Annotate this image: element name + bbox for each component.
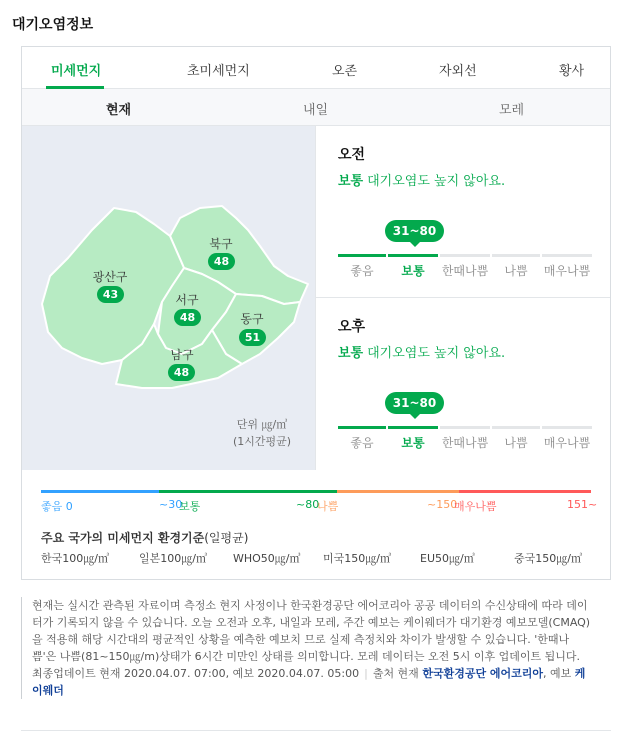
source-forecast-prefix: , 예보 xyxy=(543,667,572,680)
level-bar-bad xyxy=(492,426,540,429)
scale-label-bad: 나쁨 xyxy=(317,500,339,513)
level-bar-good xyxy=(338,254,386,257)
district-value-badge: 48 xyxy=(208,253,235,270)
level-label: 한때나쁨 xyxy=(441,264,489,278)
day-tabs xyxy=(22,89,610,126)
district-value-badge: 48 xyxy=(168,364,195,381)
standard-item: WHO50㎍/㎥ xyxy=(233,552,301,565)
grade-scale-bar xyxy=(41,490,591,493)
source-link-airkorea[interactable]: 한국환경공단 에어코리아 xyxy=(422,667,544,680)
forecast-grade xyxy=(338,170,505,189)
tab-day-after-tomorrow[interactable]: 모레 xyxy=(499,103,525,118)
level-bar-temp-bad xyxy=(440,426,490,429)
tab-fine-dust[interactable]: 미세먼지 xyxy=(51,64,102,79)
district-value-badge: 43 xyxy=(97,286,124,303)
grade-label: 보통 xyxy=(338,346,364,361)
forecast-morning xyxy=(315,126,610,298)
update-info xyxy=(32,665,591,699)
unit-text: 단위 ㎍/㎥ xyxy=(236,418,288,431)
level-bar-very-bad xyxy=(542,254,592,257)
standard-item: EU50㎍/㎥ xyxy=(420,552,475,565)
bottom-divider xyxy=(21,730,611,731)
air-quality-card xyxy=(21,46,611,580)
scale-label-151: 151~ xyxy=(567,498,598,511)
tab-ozone[interactable]: 오존 xyxy=(332,64,358,79)
district-name: 서구 xyxy=(175,293,199,307)
tab-yellow-dust[interactable]: 황사 xyxy=(559,64,585,79)
range-bubble: 31~80 xyxy=(385,220,444,242)
scale-label-good: 좋음 0 xyxy=(41,500,73,513)
level-bar-temp-bad xyxy=(440,254,490,257)
level-label: 좋음 xyxy=(350,436,374,450)
standard-item: 한국100㎍/㎥ xyxy=(41,552,109,565)
level-bar-bad xyxy=(492,254,540,257)
level-label: 나쁨 xyxy=(504,436,528,450)
standards-title-suffix: (일평균) xyxy=(204,531,249,545)
level-label-active: 보통 xyxy=(401,436,425,450)
tab-tomorrow[interactable]: 내일 xyxy=(303,103,329,118)
forecast-afternoon xyxy=(315,298,610,470)
scale-segment-bad xyxy=(337,490,459,493)
source-link-kweather[interactable]: 케이웨더 xyxy=(32,667,586,697)
pollutant-tabs xyxy=(22,47,610,89)
grade-label: 보통 xyxy=(338,174,364,189)
scale-label-80: ~80 xyxy=(296,498,320,511)
district-value-badge: 48 xyxy=(174,309,201,326)
scale-label-normal: 보통 xyxy=(179,500,201,513)
level-bar-very-bad xyxy=(542,426,592,429)
forecast-period-title: 오후 xyxy=(338,319,366,335)
scale-segment-good xyxy=(41,490,159,493)
district-name: 광산구 xyxy=(92,270,128,284)
forecast-grade xyxy=(338,342,505,361)
level-label: 매우나쁨 xyxy=(543,436,591,450)
grade-message: 대기오염도 높지 않아요. xyxy=(367,346,506,361)
district-name: 북구 xyxy=(209,237,233,251)
level-bar-normal xyxy=(388,254,438,257)
scale-label-very-bad: 매우나쁨 xyxy=(454,500,497,513)
level-label: 나쁨 xyxy=(504,264,528,278)
source-prefix: 출처 현재 xyxy=(372,667,419,680)
standards-title xyxy=(41,529,248,546)
level-label: 매우나쁨 xyxy=(543,264,591,278)
district-value-badge: 51 xyxy=(239,329,266,346)
divider: | xyxy=(364,667,368,680)
scale-segment-normal xyxy=(159,490,337,493)
standard-item: 중국150㎍/㎥ xyxy=(514,552,582,565)
range-bubble: 31~80 xyxy=(385,392,444,414)
level-bar-normal xyxy=(388,426,438,429)
district-map xyxy=(22,126,315,470)
level-label: 좋음 xyxy=(350,264,374,278)
scale-segment-very-bad xyxy=(459,490,591,493)
tab-uv[interactable]: 자외선 xyxy=(439,64,477,79)
standard-item: 일본100㎍/㎥ xyxy=(139,552,207,565)
district-name: 남구 xyxy=(170,348,194,362)
district-name: 동구 xyxy=(240,312,264,326)
grade-message: 대기오염도 높지 않아요. xyxy=(367,174,506,189)
standard-item: 미국150㎍/㎥ xyxy=(323,552,391,565)
last-updated-text: 최종업데이트 현재 2020.04.07. 07:00, 예보 2020.04.07. 05:00 xyxy=(32,667,360,680)
page-title: 대기오염정보 xyxy=(12,17,94,33)
map-unit-label xyxy=(217,416,307,450)
standards-title-text: 주요 국가의 미세먼지 환경기준 xyxy=(41,531,205,545)
disclaimer-text: 현재는 실시간 관측된 자료이며 측정소 현지 사정이나 한국환경공단 에어코리아 공공 데이터의 수신상태에 따라 데이터가 기록되지 않을 수 있습니다. 오늘 오전과 오후, 내일과 모레, 주간 예보는 케이웨더가 대기환경 예보모델(CMAQ)을 적용해 해당 시간대의 평균적인 상황을 예측한 예보치 므로 실제 측정치와 차이가 발생할 수 있습니다. '한때나쁨'은 나쁨(81~150㎍/m)상태가 6시간 미만인 상태를 의미합니다. 모레 데이터는 오전 5시 이후 업데이트 됩니다. xyxy=(32,599,591,663)
tab-ultrafine-dust[interactable]: 초미세먼지 xyxy=(187,64,250,79)
level-bar-good xyxy=(338,426,386,429)
forecast-period-title: 오전 xyxy=(338,147,366,163)
disclaimer-note xyxy=(21,597,591,699)
level-label: 한때나쁨 xyxy=(441,436,489,450)
average-period-text: (1시간평균) xyxy=(232,435,292,448)
scale-label-150: ~150 xyxy=(427,498,458,511)
scale-label-30: ~30 xyxy=(159,498,183,511)
tab-today[interactable]: 현재 xyxy=(106,103,132,118)
level-label-active: 보통 xyxy=(401,264,425,278)
